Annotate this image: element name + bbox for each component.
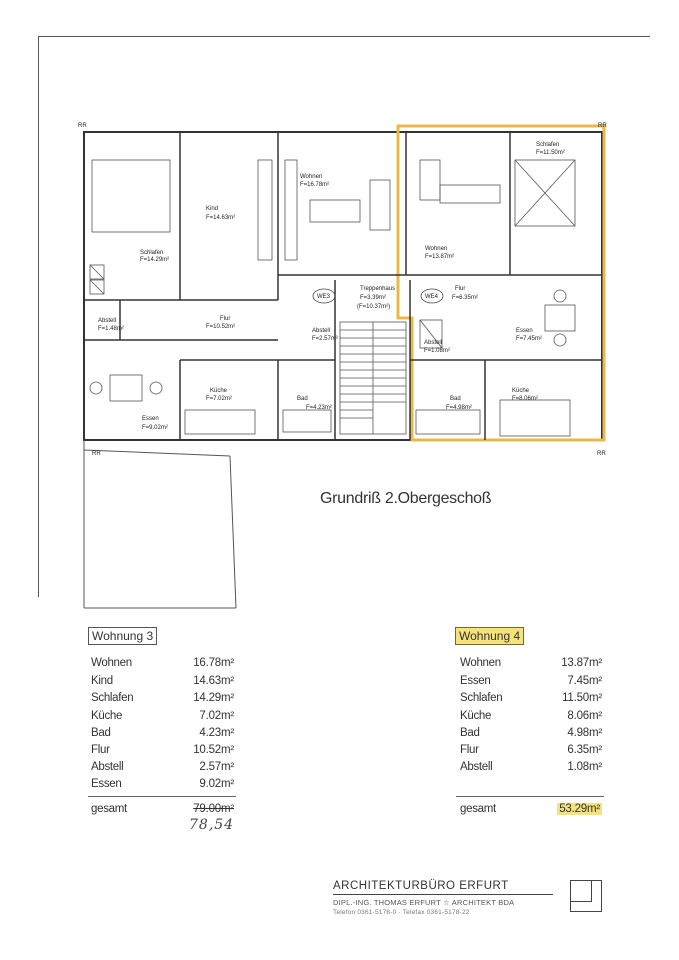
room-label: Essen [516,328,533,334]
row-label: Wohnen [91,657,132,669]
total-value: 79.00m² [193,803,234,815]
row-label: Wohnen [460,657,501,669]
wohnung4-row [460,744,602,756]
wohnung3-row [91,761,234,773]
kitchen-counter [500,400,570,436]
row-label: Essen [460,675,491,687]
staircase [340,322,406,434]
architect-block [333,880,553,916]
room-label: Bad [297,396,308,402]
room-label: Küche [512,388,530,394]
row-value: 1.08m² [567,761,602,773]
axis-label: RR [597,451,606,457]
wohnung4-title: Wohnung 4 [455,627,524,645]
room-label: Wohnen [300,174,323,180]
room-label: (F=10.37m²) [357,304,391,310]
wohnung3-row [91,692,234,704]
room-area: F=10.52m² [206,324,236,330]
row-label: Küche [91,710,123,722]
wohnung4-row [460,675,602,687]
room-area: F=7.45m² [516,336,542,342]
row-value: 16.78m² [193,657,234,669]
total-label: gesamt [460,803,496,815]
axis-label: RR [598,123,607,129]
total-label: gesamt [91,803,127,815]
room-area: F=2.57m² [312,336,338,342]
unit-tag: WE4 [425,294,439,300]
room-area: F=16.78m² [300,182,330,188]
row-value: 13.87m² [561,657,602,669]
wohnung4-row [460,710,602,722]
wohnung3-row [91,727,234,739]
plan-title: Grundriß 2.Obergeschoß [320,490,492,507]
bathtub [283,410,331,432]
bathtub [416,410,480,434]
room-area: F=7.02m² [206,396,232,402]
wohnung3-total [91,803,234,815]
row-value: 4.23m² [199,727,234,739]
room-area: F=1.48m² [98,326,124,332]
row-value: 9.02m² [199,778,234,790]
room-area: F=11.50m² [536,150,565,156]
row-label: Flur [460,744,479,756]
sum-divider [88,796,236,797]
dining-table [545,305,575,331]
wohnung4-total [460,803,602,815]
architect-subtitle: DIPL.-ING. THOMAS ERFURT ☆ ARCHITEKT BDA [333,898,515,907]
room-area: F=3.39m² [360,295,386,301]
row-label: Essen [91,778,122,790]
axis-label: RR [92,451,101,457]
bed [92,160,170,232]
architect-phone: Telefon 0361-5178-0 · Telefax 0361-5178-22 [333,909,470,916]
wohnung4-row [460,657,602,669]
room-area: F=14.63m² [206,215,236,221]
axis-markers [78,123,607,457]
row-value: 4.98m² [567,727,602,739]
wohnung3-title: Wohnung 3 [88,627,157,645]
wohnung4-row [460,761,602,773]
row-label: Abstell [460,761,493,773]
row-value: 2.57m² [199,761,234,773]
wohnung3-row [91,744,234,756]
room-label: Abstell [312,328,331,334]
sofa [310,200,360,222]
room-label: Abstell [424,340,443,346]
row-label: Abstell [91,761,124,773]
row-value: 11.50m² [562,692,602,704]
room-area: F=8.06m² [512,396,538,402]
row-label: Bad [91,727,111,739]
row-label: Küche [460,710,492,722]
kitchen-counter [185,410,255,434]
sofa [420,160,440,200]
room-label: Küche [210,388,228,394]
room-label: Kind [206,206,219,212]
row-label: Schlafen [91,692,134,704]
room-label: Schlafen [536,142,560,148]
sofa [370,180,390,230]
row-label: Schlafen [460,692,503,704]
room-area: F=1.08m² [424,348,450,354]
room-label: Schlafen [140,250,164,256]
room-label: Flur [455,286,466,292]
row-label: Bad [460,727,480,739]
row-value: 8.06m² [567,710,602,722]
wohnung3-row [91,657,234,669]
room-area: F=4.23m² [306,405,332,411]
row-value: 7.45m² [567,675,602,687]
row-value: 14.29m² [193,692,234,704]
wohnung4-row [460,692,602,704]
sketch-line [230,456,236,608]
total-value: 53.29m² [559,803,600,815]
row-value: 7.02m² [199,710,234,722]
dining-table [110,375,142,401]
row-value: 6.35m² [567,744,602,756]
unit-tag: WE3 [317,294,331,300]
wohnung4-row [460,727,602,739]
room-label: Abstell [98,318,117,324]
room-label: Treppenhaus [360,286,396,292]
room-label: Flur [220,316,231,322]
wohnung3-row [91,778,234,790]
row-value: 10.52m² [193,744,234,756]
wohnung4-highlight-outline [398,126,604,440]
room-area: F=9.02m² [142,425,168,431]
row-label: Flur [91,744,110,756]
architect-name: ARCHITEKTURBÜRO ERFURT [333,880,553,895]
room-label: Bad [450,396,461,402]
wohnung3-row [91,710,234,722]
wohnung3-row [91,675,234,687]
sum-divider [456,796,604,797]
sofa [440,185,500,203]
axis-label: RR [78,123,87,129]
room-label: Essen [142,416,159,422]
row-value: 14.63m² [193,675,234,687]
room-area: F=13.87m² [425,254,455,260]
handwritten-correction: 78,54 [189,817,235,833]
room-area: F=6.35m² [452,295,478,301]
sketch-line [84,450,230,456]
room-label: Wohnen [425,246,448,252]
room-area: F=4.98m² [446,405,472,411]
row-label: Kind [91,675,113,687]
architect-logo [570,880,602,912]
room-area: F=14.29m² [140,257,170,263]
